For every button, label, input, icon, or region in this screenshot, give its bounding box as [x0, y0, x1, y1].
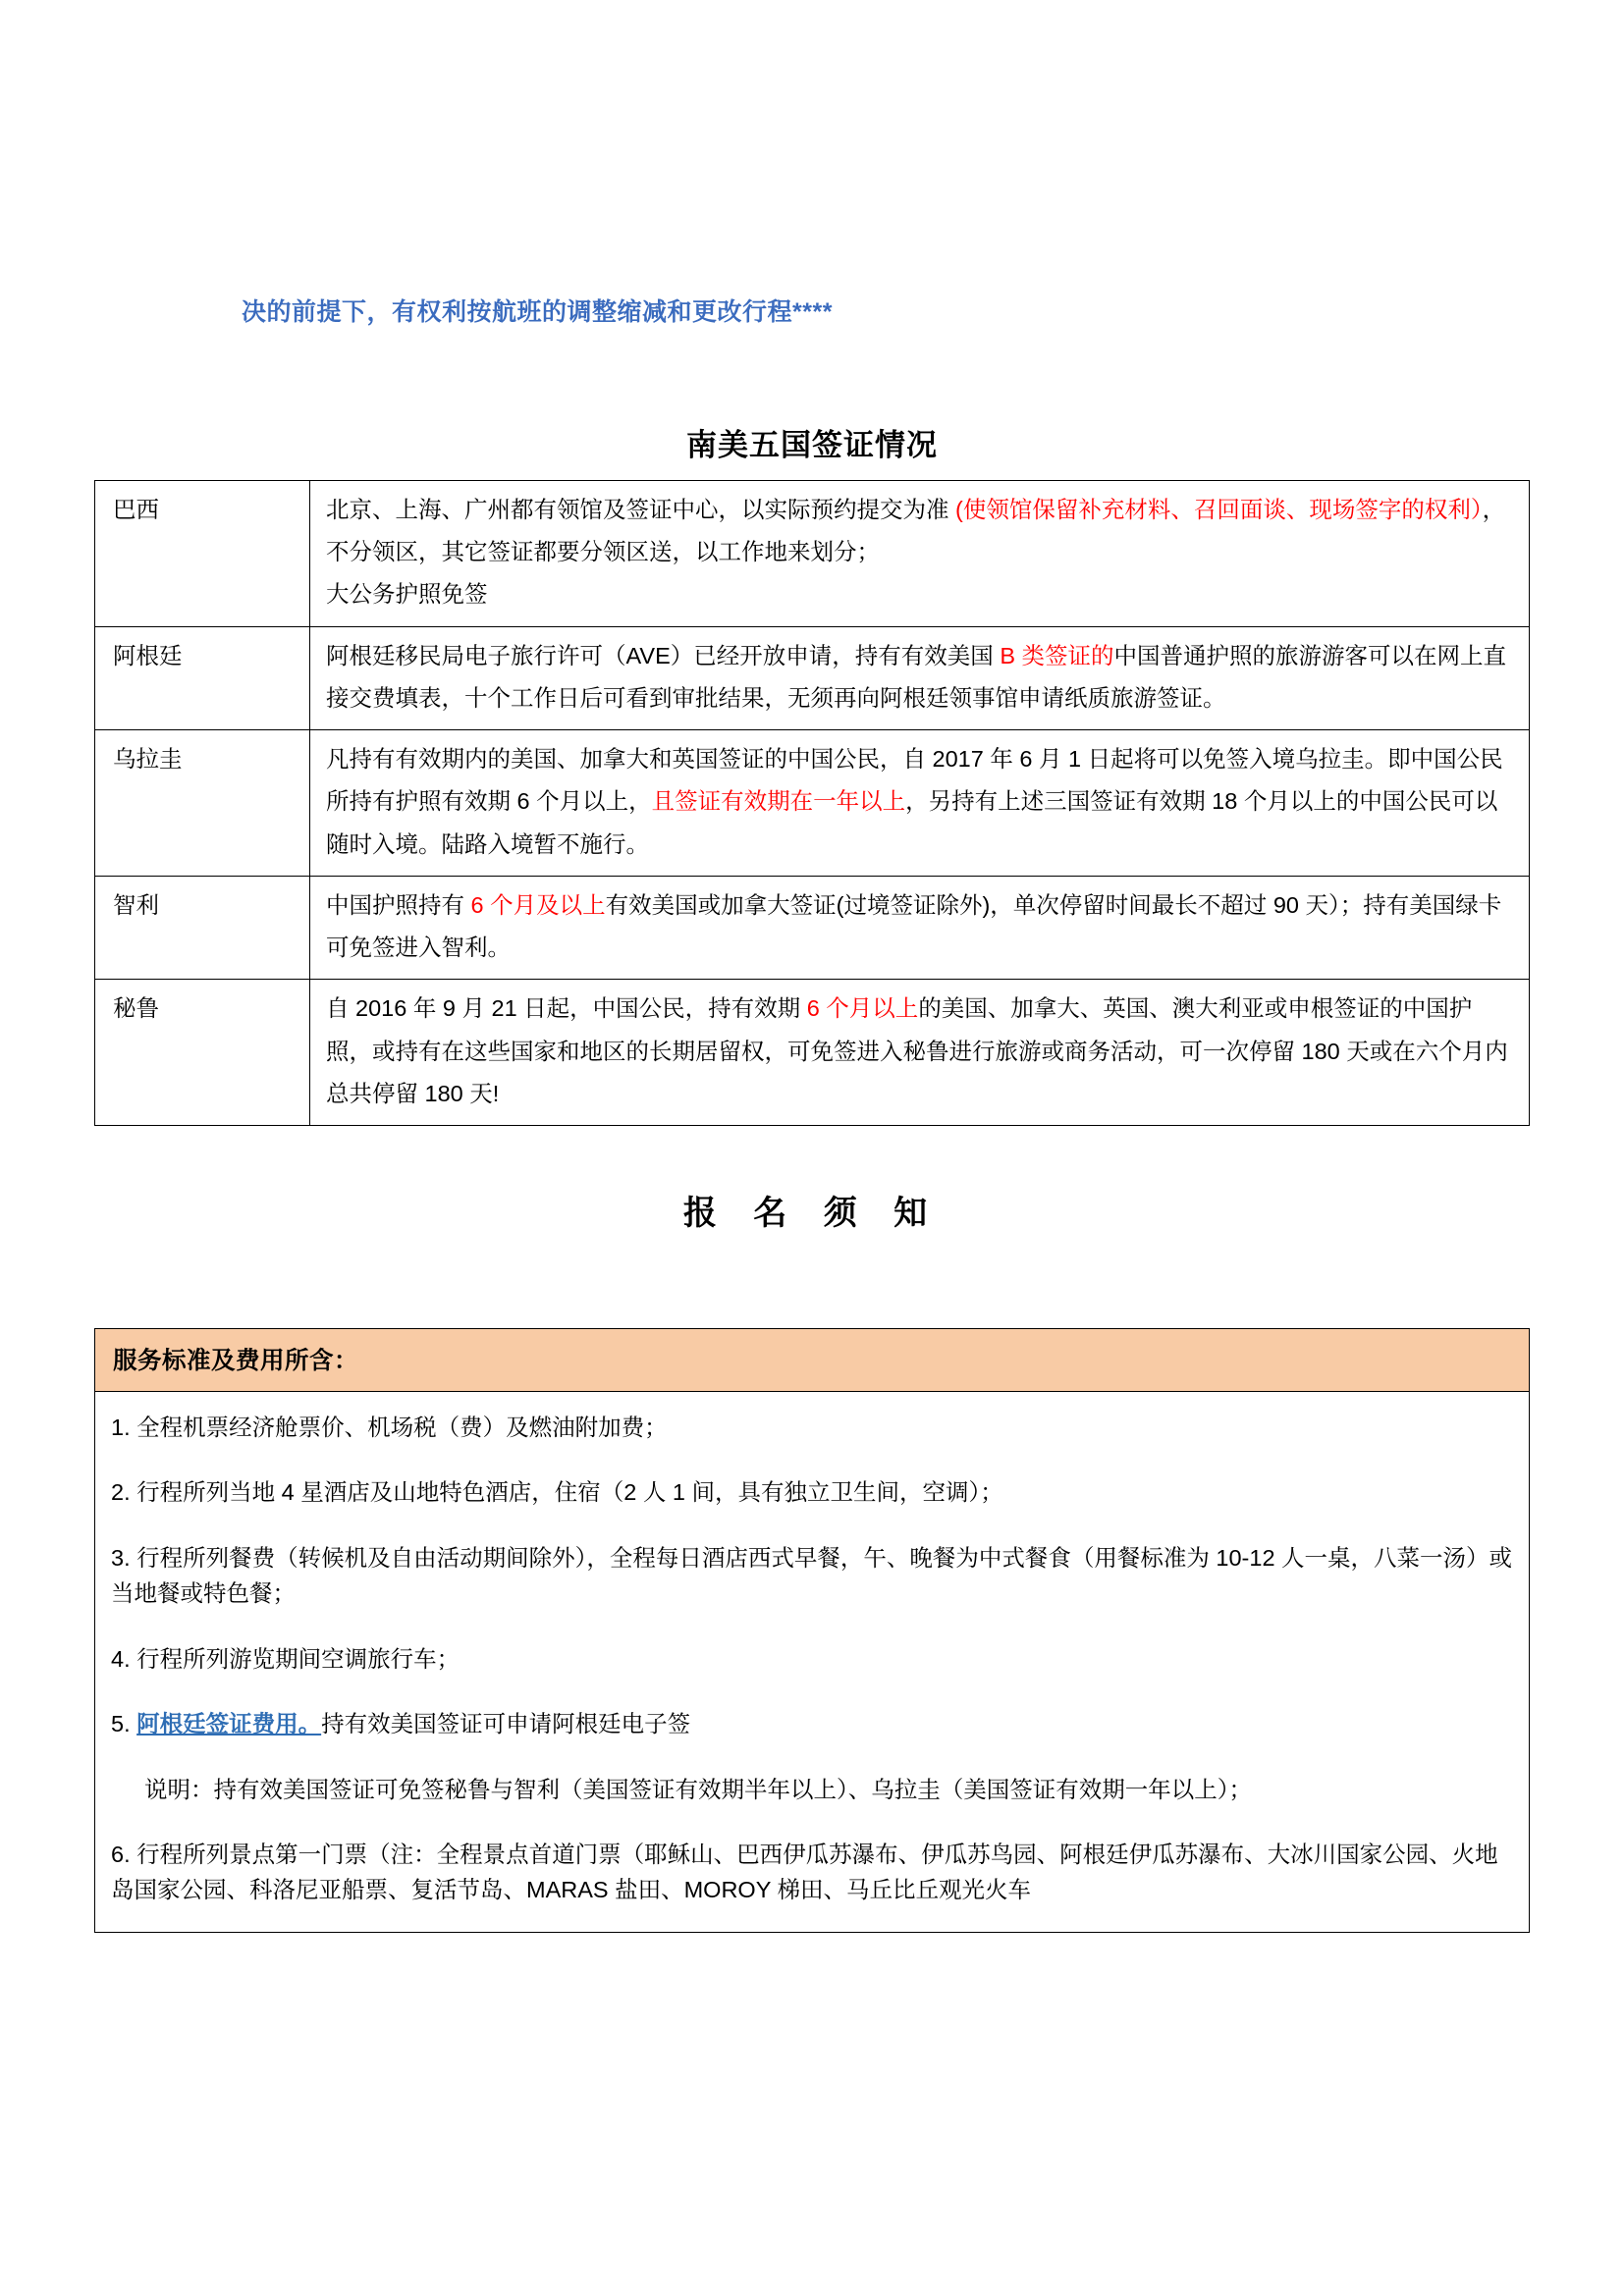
text-run: 3. 行程所列餐费（转候机及自由活动期间除外），全程每日酒店西式早餐，午、晚餐为中式餐食（用餐标准为 10-12 人一桌，八菜一汤）或当地餐或特色餐；	[111, 1544, 1513, 1607]
text-run: B 类签证的	[1000, 642, 1114, 668]
table-row	[95, 626, 1530, 729]
table-row	[95, 481, 1530, 627]
text-run: 1. 全程机票经济舱票价、机场税（费）及燃油附加费；	[111, 1415, 668, 1440]
visa-detail-cell	[310, 626, 1530, 729]
service-standard-item	[111, 1641, 1513, 1677]
text-run: 阿根廷移民局电子旅行许可（AVE）已经开放申请，持有有效美国	[326, 642, 1001, 668]
text-run: 中国护照持有	[326, 891, 471, 918]
service-standards-list	[95, 1392, 1529, 1932]
text-run: 有效美国或加拿大签证(过境签证除外)，单次停留时间最长不超过 90 天）；持有美国绿卡可免签进入智利。	[326, 891, 1502, 961]
text-run: 自 2016 年 9 月 21 日起，中国公民，持有效期	[326, 995, 807, 1022]
text-run: 的美国、加拿大、英国、澳大利亚或申根签证的中国护照，或持有在这些国家和地区的长期居留权，可免签进入秘鲁进行旅游或商务活动，可一次停留 180 天或在六个月内总共停留 180 天!	[326, 995, 1508, 1106]
table-row	[95, 876, 1530, 979]
registration-notice-title: 报 名 须 知	[682, 1195, 942, 1232]
service-standard-item	[111, 1410, 1513, 1445]
visa-detail-cell	[310, 481, 1530, 627]
text-run: 6 个月以上	[806, 995, 919, 1022]
text-run: 且签证有效期在一年以上	[651, 788, 906, 815]
text-run: 4. 行程所列游览期间空调旅行车；	[111, 1645, 460, 1672]
visa-country-cell: 阿根廷	[95, 626, 310, 729]
text-run: (使领馆保留补充材料、召回面谈、现场签字的权利）	[955, 497, 1483, 522]
text-run: 中国普通护照的旅游游客可以在网上直接交费填表，十个工作日后可看到审批结果，无须再向阿根廷领事馆申请纸质旅游签证。	[326, 642, 1507, 711]
text-run: 北京、上海、广州都有领馆及签证中心，以实际预约提交为准	[326, 497, 956, 522]
service-standard-item	[111, 1474, 1513, 1510]
service-standard-item	[111, 1837, 1513, 1908]
table-row	[95, 730, 1530, 877]
service-standards-heading: 服务标准及费用所含：	[95, 1329, 1529, 1392]
text-run: ，另持有上述三国签证有效期 18 个月以上的中国公民可以随时入境。陆路入境暂不施行。	[326, 788, 1498, 857]
visa-information-table	[94, 480, 1530, 1126]
visa-country-cell: 巴西	[95, 481, 310, 627]
visa-detail-cell	[310, 730, 1530, 877]
text-run: 6 个月及以上	[470, 891, 606, 918]
text-run: 5.	[111, 1711, 137, 1737]
visa-country-cell: 智利	[95, 876, 310, 979]
table-row	[95, 980, 1530, 1126]
visa-detail-cell	[310, 980, 1530, 1126]
service-standards-box	[94, 1328, 1530, 1933]
service-standard-item	[111, 1772, 1513, 1807]
text-run: ，不分领区，其它签证都要分领区送，以工作地来划分；	[326, 497, 1506, 565]
visa-country-cell: 乌拉圭	[95, 730, 310, 877]
visa-table-body	[95, 481, 1530, 1126]
text-run: 2. 行程所列当地 4 星酒店及山地特色酒店，住宿（2 人 1 间，具有独立卫生间，空调）；	[111, 1479, 1003, 1506]
visa-country-cell: 秘鲁	[95, 980, 310, 1126]
service-standard-item	[111, 1706, 1513, 1741]
text-run: 说明：持有效美国签证可免签秘鲁与智利（美国签证有效期半年以上）、乌拉圭（美国签证有效期一年以上）；	[144, 1776, 1252, 1802]
service-standard-item	[111, 1540, 1513, 1612]
text-run: 持有效美国签证可申请阿根廷电子签	[321, 1711, 691, 1737]
visa-section-title: 南美五国签证情况	[686, 428, 938, 462]
page-top-header-note: 决的前提下，有权利按航班的调整缩减和更改行程****	[242, 298, 833, 326]
text-run: 6. 行程所列景点第一门票（注：全程景点首道门票（耶稣山、巴西伊瓜苏瀑布、伊瓜苏鸟园、阿根廷伊瓜苏瀑布、大冰川国家公园、火地岛国家公园、科洛尼亚船票、复活节岛、MARAS 盐田、MOROY 梯田、马丘比丘观光火车	[111, 1841, 1498, 1903]
visa-detail-cell	[310, 876, 1530, 979]
text-run: 大公务护照免签	[326, 581, 488, 608]
text-run: 阿根廷签证费用。	[136, 1711, 322, 1737]
text-run: 凡持有有效期内的美国、加拿大和英国签证的中国公民，自 2017 年 6 月 1 日起将可以免签入境乌拉圭。即中国公民所持有护照有效期 6 个月以上，	[326, 746, 1503, 815]
